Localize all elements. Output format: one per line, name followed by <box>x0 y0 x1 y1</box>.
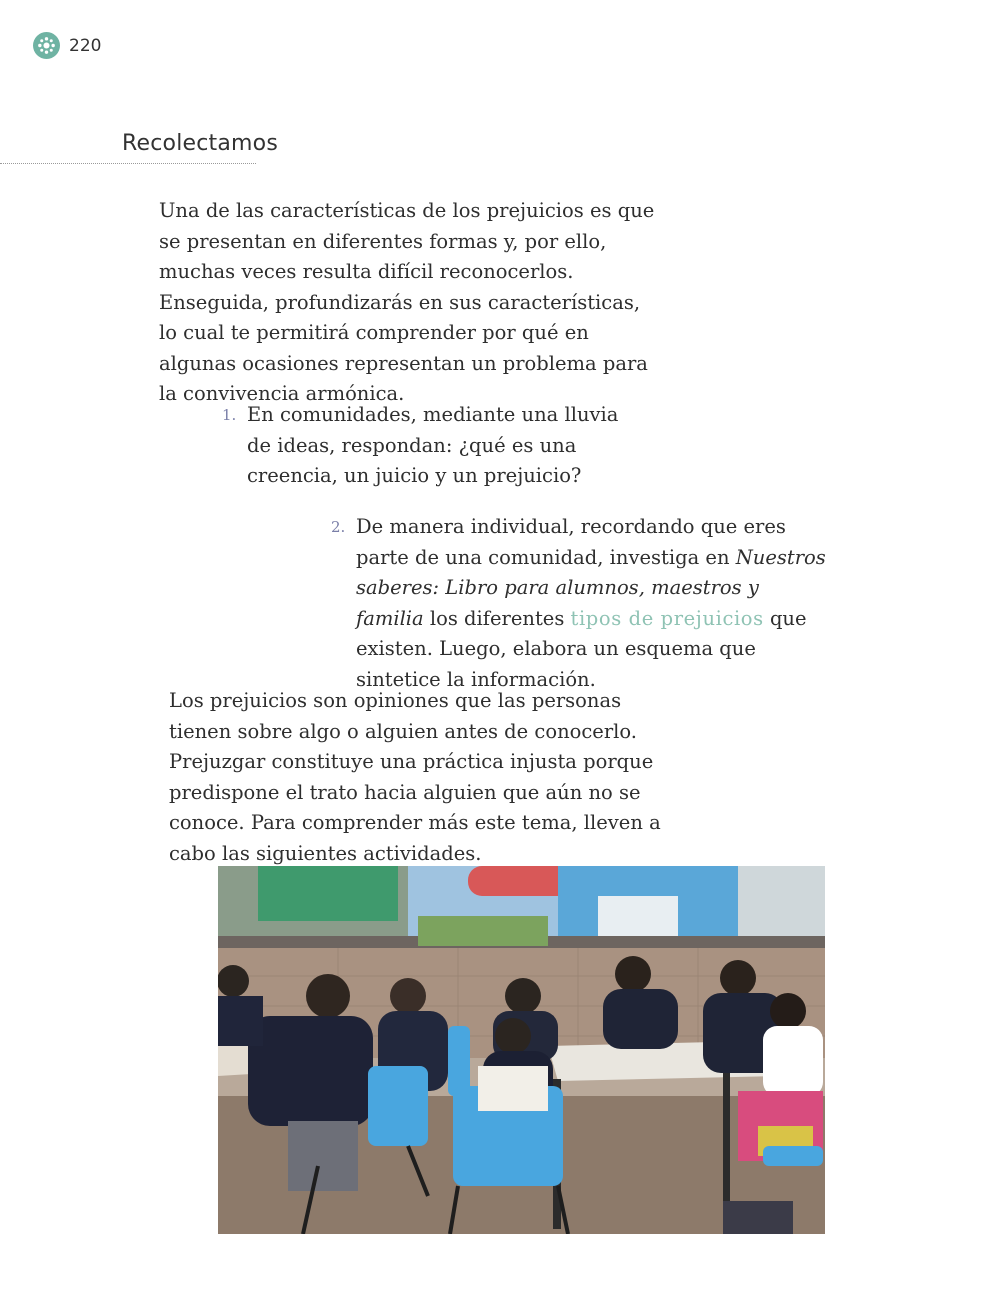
activity-item-2 <box>331 512 831 695</box>
page-number: 220 <box>69 35 102 56</box>
page-header <box>33 32 101 59</box>
classroom-photo <box>218 866 825 1234</box>
activity-number: 2. <box>331 518 346 536</box>
activity-text-middle: los diferentes <box>423 606 571 630</box>
sun-flower-icon <box>33 32 60 59</box>
section-title: Recolectamos <box>122 131 278 156</box>
intro-paragraph: Una de las características de los prejuicios es que se presentan en diferentes formas y, por ello, muchas veces resulta difícil reconocerlos. Enseguida, profundizarás en sus características, lo cual te permitirá comprender por qué en algunas ocasiones representan un problema para la convivencia armónica. <box>159 199 655 405</box>
activity-text-end: que existen. Luego, elabora un esquema que sintetice la información. <box>356 606 807 691</box>
section-divider <box>0 163 256 164</box>
activity-text <box>356 512 831 695</box>
book-title: Nuestros saberes: Libro para alumnos, maestros y familia <box>356 545 826 630</box>
glossary-term-link[interactable]: tipos de prejuicios <box>570 606 764 630</box>
closing-paragraph: Los prejuicios son opiniones que las personas tienen sobre algo o alguien antes de conocerlo. Prejuzgar constituye una práctica injusta porque predispone el trato hacia alguien que aún no se conoce. Para comprender más este tema, lleven a cabo las siguientes actividades. <box>169 689 661 865</box>
activity-number: 1. <box>222 406 237 424</box>
activity-text-start: De manera individual, recordando que eres parte de una comunidad, investiga en <box>356 515 786 569</box>
activity-item-1 <box>222 400 622 492</box>
activity-text: En comunidades, mediante una lluvia de ideas, respondan: ¿qué es una creencia, un juicio y un prejuicio? <box>247 403 619 487</box>
